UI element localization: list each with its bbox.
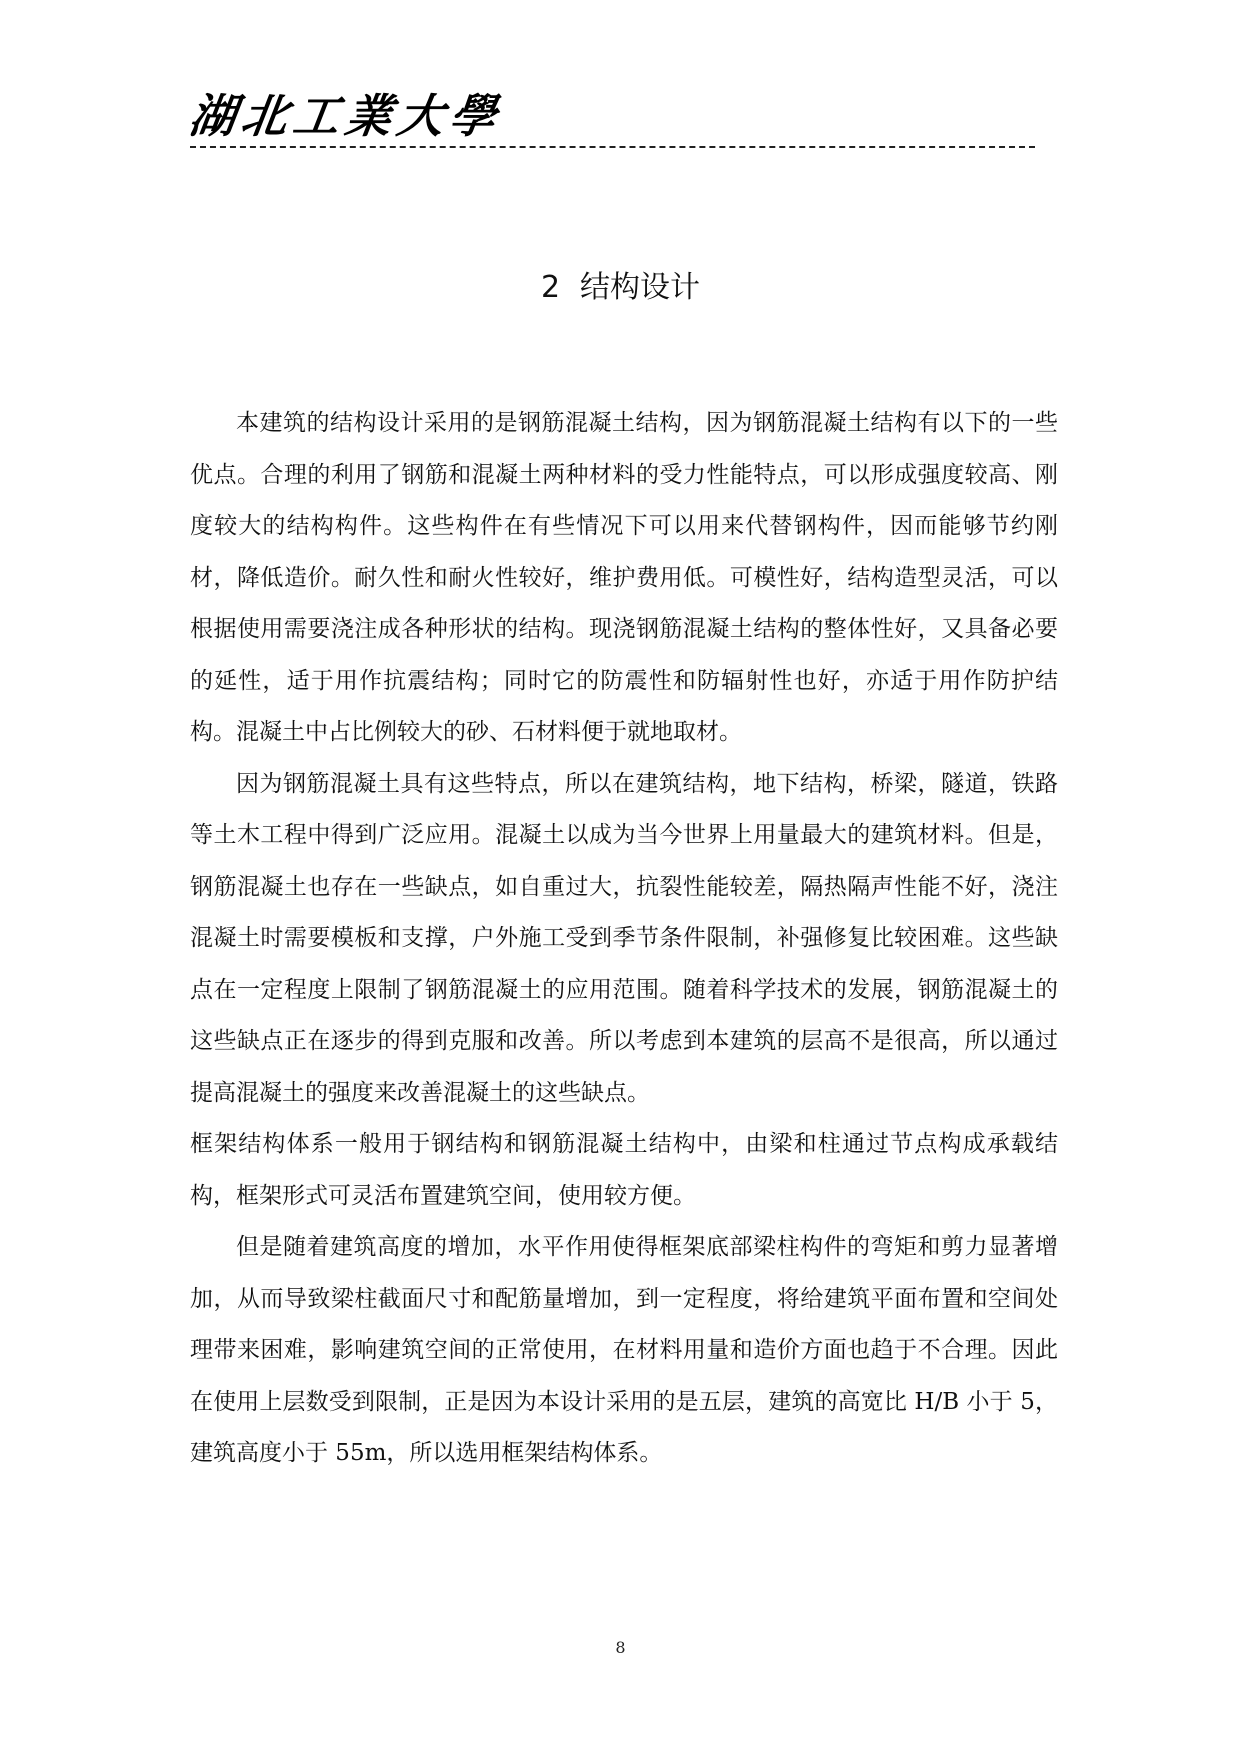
chapter-number: 2 — [540, 270, 561, 305]
document-body — [190, 398, 1058, 1480]
header-divider — [190, 146, 1035, 148]
chapter-title: 结构设计 — [580, 270, 701, 305]
paragraph: 但是随着建筑高度的增加，水平作用使得框架底部梁柱构件的弯矩和剪力显著增加，从而导致梁柱截面尺寸和配筋量增加，到一定程度，将给建筑平面布置和空间处理带来困难，影响建筑空间的正常使用，在材料用量和造价方面也趋于不合理。因此在使用上层数受到限制，正是因为本设计采用的是五层，建筑的高宽比 H/B 小于 5，建筑高度小于 55m，所以选用框架结构体系。 — [190, 1234, 1058, 1466]
university-logo: 湖北工業大學 — [185, 89, 506, 143]
paragraph: 框架结构体系一般用于钢结构和钢筋混凝土结构中，由梁和柱通过节点构成承载结构，框架形式可灵活布置建筑空间，使用较方便。 — [190, 1131, 1058, 1209]
page-number: 8 — [615, 1638, 626, 1657]
paragraph: 本建筑的结构设计采用的是钢筋混凝土结构，因为钢筋混凝土结构有以下的一些优点。合理的利用了钢筋和混凝土两种材料的受力性能特点，可以形成强度较高、刚度较大的结构构件。这些构件在有些情况下可以用来代替钢构件，因而能够节约刚材，降低造价。耐久性和耐火性较好，维护费用低。可模性好，结构造型灵活，可以根据使用需要浇注成各种形状的结构。现浇钢筋混凝土结构的整体性好，又具备必要的延性，适于用作抗震结构；同时它的防震性和防辐射性也好，亦适于用作防护结构。混凝土中占比例较大的砂、石材料便于就地取材。 — [190, 410, 1058, 745]
chapter-heading — [0, 262, 1241, 306]
paragraph: 因为钢筋混凝土具有这些特点，所以在建筑结构，地下结构，桥梁，隧道，铁路等土木工程中得到广泛应用。混凝土以成为当今世界上用量最大的建筑材料。但是，钢筋混凝土也存在一些缺点，如自重过大，抗裂性能较差，隔热隔声性能不好，浇注混凝土时需要模板和支撑，户外施工受到季节条件限制，补强修复比较困难。这些缺点在一定程度上限制了钢筋混凝土的应用范围。随着科学技术的发展，钢筋混凝土的这些缺点正在逐步的得到克服和改善。所以考虑到本建筑的层高不是很高，所以通过提高混凝土的强度来改善混凝土的这些缺点。 — [190, 770, 1058, 1106]
